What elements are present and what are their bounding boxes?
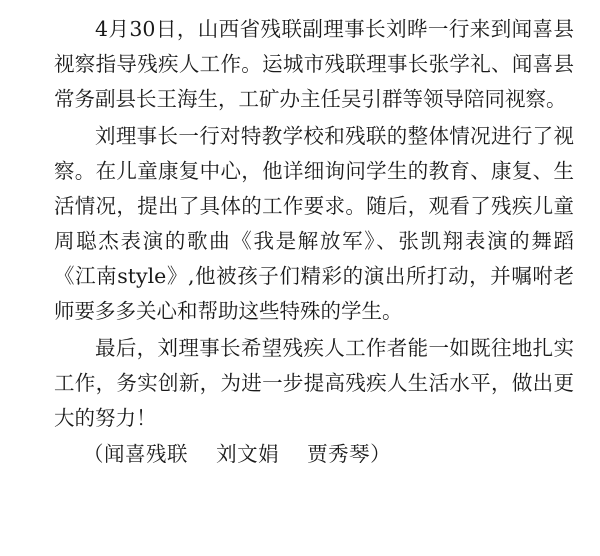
author-byline: （闻喜残联 刘文娟 贾秀琴） [83,442,392,466]
paragraph-closing: 最后，刘理事长希望残疾人工作者能一如既往地扎实工作，务实创新，为进一步提高残疾人生活水平，做出更大的努力！ [54,336,574,430]
paragraph-inspection: 刘理事长一行对特教学校和残联的整体情况进行了视察。在儿童康复中心，他详细询问学生的教育、康复、生活情况，提出了具体的工作要求。随后，观看了残疾儿童周聪杰表演的歌曲《我是解放军》、张凯翔表演的舞蹈《江南style》,他被孩子们精彩的演出所打动，并嘱咐老师要多多关心和帮助这些特殊的学生。 [54,124,574,323]
paragraph-intro: 4月30日，山西省残联副理事长刘晔一行来到闻喜县视察指导残疾人工作。运城市残联理事长张学礼、闻喜县常务副县长王海生，工矿办主任吴引群等领导陪同视察。 [54,17,574,111]
